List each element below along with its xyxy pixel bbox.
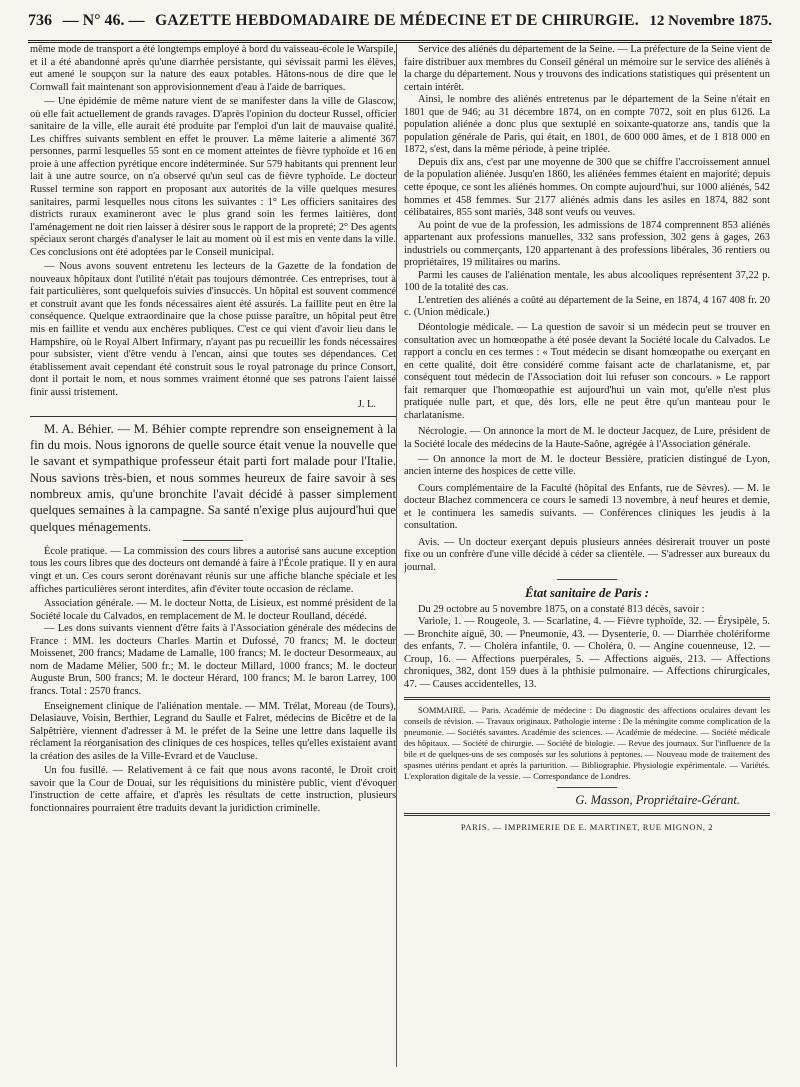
news-necrologie-jacquez: Nécrologie. — On annonce la mort de M. le docteur Jacquez, de Lure, président de la Société locale des médecins de la Haute-Saône, agrégée à l'Association générale. — [404, 426, 770, 450]
short-rule — [183, 540, 243, 541]
journal-title: GAZETTE HEBDOMADAIRE DE MÉDECINE ET DE CHIRURGIE. — [155, 12, 639, 29]
proprietaire-gerant: G. Masson, Propriétaire-Gérant. — [575, 792, 740, 807]
etat-sanitaire-title: État sanitaire de Paris : — [524, 586, 650, 601]
etat-sanitaire-intro: Du 29 octobre au 5 novembre 1875, on a constaté 813 décès, savoir : — [418, 603, 705, 615]
printer-rule — [404, 813, 770, 816]
stats-alienes-accroissement: Depuis dix ans, c'est par une moyenne de 300 que se chiffre l'accroissement annuel de la population aliénée. Jusqu'en 1860, les aliénées femmes étaient en majorité; depuis cette époque, ce sont les aliénés hommes. On compte aujourd'hui, sur 1000 aliénés, 542 hommes et 458 femmes. Sur 2177 aliénés admis dans les asiles en 1874, 882 sont célibataires, 855 sont mariés, 348 sont veufs ou veuves. — [404, 156, 770, 219]
news-association-generale: Association générale. — M. le docteur Notta, de Lisieux, est nommé président de la Société locale du Calvados, en remplacement de M. le docteur Roulland, décédé. — [30, 598, 396, 622]
sommaire-text: SOMMAIRE. — Paris. Académie de médecine : Du diagnostic des affections oculaires devant les conseils de révision. — Travaux originaux. Pathologie interne : De la méningite comme complication de la pneumonie. — Sociétés savantes. Académie des sciences. — Académie de médecine. — Société médicale des hôpitaux. — Société de chirurgie. — Société de biologie. — Revue des journaux. Sur l'influence de la bile et de quelques-uns de ses composés sur les solutions à peptones. — Nouveau mode de traitement des spasmes utérins pendant et après la parturition. — Bibliographie. Physiologie expérimentale. — Variétés. L'exploration digitale de la vessie. — Correspondance de Londres. — [404, 704, 770, 781]
page-header — [28, 2, 772, 40]
header-rule — [28, 40, 772, 43]
page-number: 736 — [28, 12, 52, 29]
stats-alienes-profession: Au point de vue de la profession, les admissions de 1874 comprennent 853 aliénés appartenant aux professions manuelles, 332 sans profession, 302 gens à gages, 263 industriels ou commerçants, 120 appartenant à des professions libérales, 36 rentiers ou propriétaires, 19 militaires ou marins. — [404, 219, 770, 269]
news-enseignement-clinique: Enseignement clinique de l'aliénation mentale. — MM. Trélat, Moreau (de Tours), Delasiauve, Voisin, Berthier, Legrand du Saulle et Falret, médecins de Bicêtre et de la Salpêtrière, viennent d'adresser à M. le préfet de la Seine une lettre dans laquelle ils réclament la réorganisation des cliniques de ces hospices, telles qu'elles existaient avant la création des asiles de la Ville-Evrard et de Vaucluse. — [30, 700, 396, 762]
news-ecole-pratique: École pratique. — La commission des cours libres a autorisé sans aucune exception tous les cours libres que des docteurs ont demandé à faire à l'École pratique. Il y en aura vingt et un. Ces cours seront dorénavant réunis sur une affiche blanche spéciale et les affiches particulières seront interdites, afin d'éviter toute occasion de réclame. — [30, 545, 396, 595]
news-cours-complementaire: Cours complémentaire de la Faculté (hôpital des Enfants, rue de Sèvres). — M. le docteur Blachez commencera ce cours le samedi 13 novembre, à neuf heures et demie, et le continuera les samedis suivants. — Conférences cliniques les jeudis à la consultation. — [404, 482, 770, 532]
issue-date: 12 Novembre 1875. — [649, 12, 772, 29]
news-service-alienes: Service des aliénés du département de la Seine. — La préfecture de la Seine vient de faire distribuer aux membres du Conseil général un mémoire sur le service des aliénés à la charge du département. Nous y trouvons des indications statistiques qui présentent un certain intérêt. — [404, 44, 770, 93]
right-column — [404, 44, 770, 1079]
left-column — [30, 44, 396, 1079]
article-glascow-epidemic: — Une épidémie de même nature vient de se manifester dans la ville de Glascow, où elle fait actuellement de grands ravages. D'après l'opinion du docteur Russel, officier sanitaire de la ville, elle aurait été produite par l'emploi d'un lait de mauvaise qualité. Les chiffres suivants semblent en effet le prouver. La même laiterie a alimenté 367 personnes, parmi lesquelles 55 sont en ce moment atteintes de fièvre typhoïde et 16 en proie à une affection pyrétique encore indéterminée. Sur 579 habitants qui prennent leur lait à une autre source, on n'a observé qu'un seul cas de fièvre typhoïde. Le docteur Russel termine son rapport en proposant aux autorités de la ville quelques mesures sanitaires, parmi lesquelles nous citons les suivantes : 1° Les officiers sanitaires des districts ruraux examineront avec le plus grand soin les fermes laitières, dont l'aménagement ne doit rien laisser à désirer sous le rapport de la propreté; 2° Des agents spéciaux seront chargés d'analyser le lait au moment où il est mis en vente dans la ville. Ces conclusions ont été adoptées par le Conseil municipal. — [30, 96, 396, 258]
news-association-dons: — Les dons suivants viennent d'être faits à l'Association générale des médecins de France : MM. les docteurs Charles Martin et Dufossé, 70 francs; M. le docteur Moissenet, 200 francs; Madame de Lamalle, 100 francs; M. le docteur Desormeaux, au nom de Madame Mélier, 500 fr.; M. le docteur Millard, 1000 francs; M. le docteur Auguste Brun, 500 francs; M. le docteur Hérard, 100 francs; M. le baron Larrey, 100 francs. Total : 2570 francs. — [30, 623, 396, 697]
stats-alienes-nombre: Ainsi, le nombre des aliénés entretenus par le département de la Seine n'était en 1801 que de 946; au 31 décembre 1874, on en compte 7072, soit en plus 6126. La population aliénée a donc plus que sextuplé en soixante-quatorze ans, tandis que la population générale de Paris, qui était, en 1801, de 600 000 âmes, et de 1 818 000 en 1872, s'est, dans la même période, à peine triplée. — [404, 94, 770, 156]
article-signature: J. L. — [357, 399, 376, 411]
stats-alienes-causes: Parmi les causes de l'aliénation mentale, les abus alcooliques représentent 37,22 p. 100 de la totalité des cas. — [404, 269, 770, 294]
news-fou-fusille: Un fou fusillé. — Relativement à ce fait que nous avons raconté, le Droit croit savoir que la Cour de Douai, sur les réquisitions du ministère public, vient d'évoquer l'instruction de cette affaire, et d'après les résultats de cette instruction, plusieurs fonctionnaires pourraient être traduits devant la juridiction criminelle. — [30, 765, 396, 814]
stats-alienes-entretien: L'entretien des aliénés a coûté au département de la Seine, en 1874, 4 167 408 fr. 20 c. (Union médicale.) — [404, 294, 770, 319]
news-behier: M. A. Béhier. — M. Béhier compte reprendre son enseignement à la fin du mois. Nous ignorons de quelle source était venue la nouvelle que le savant et sympathique professeur était parti fort malade pour l'Italie. Nous savions très-bien, et nous sommes heureux de faire savoir à ses nombreux amis, qu'une bronchite l'avait décidé à passer simplement quelques semaines à la campagne. Sa santé n'exige plus aujourd'hui que quelques ménagements. — [30, 421, 396, 534]
column-divider — [396, 44, 397, 1067]
article-hospital-bankruptcy: — Nous avons souvent entretenu les lecteurs de la Gazette de la fondation de nouveaux hôpitaux dont l'utilité n'était pas toujours démontrée. Ces entreprises, tout à fait particulières, sont quelquefois suivies d'insuccès. Un hôpital est souvent commencé et construit avant que les fonds nécessaires aient été assurés. La faillite peut en être la conséquence. Quelque extraordinaire que la chose puisse paraître, un hôpital peut être mis en faillite et vendu aux enchères publiques. C'est ce qui vient d'avoir lieu dans le Hampshire, où le Royal Albert Infirmary, n'ayant pas pu recueillir les fonds nécessaires pour subsister, vient d'être vendu à l'encan, ainsi que toutes ses dépendances. Cet établissement avait cependant été construit sous le royal patronage du prince Consort, dont il portait le nom, et nous sommes vraiment étonné que ses patrons l'aient laissé finir aussi tristement. — [30, 261, 396, 398]
sommaire-block — [404, 705, 770, 782]
sommaire-rule — [404, 697, 770, 700]
news-necrologie-bessiere: — On annonce la mort de M. le docteur Bessière, praticien distingué de Lyon, ancien interne des hospices de cette ville. — [404, 453, 770, 478]
printer-imprint: PARIS. — IMPRIMERIE DE E. MARTINET, RUE MIGNON, 2 — [460, 821, 714, 832]
issue-number: — N° 46. — — [62, 12, 145, 29]
etat-sanitaire-list: Variole, 1. — Rougeole, 3. — Scarlatine, 4. — Fièvre typhoïde, 32. — Érysipèle, 5. — Bronchite aiguë, 30. — Pneumonie, 43. — Dysenterie, 0. — Diarrhée cholériforme des enfants, 7. — Choléra infantile, 0. — Choléra, 0. — Angine couenneuse, 12. — Croup, 16. — Affections puerpérales, 5. — Affections aiguës, 213. — Affections chroniques, 382, dont 159 dues à la phthisie pulmonaire. — Affections chirurgicales, 47. — Causes accidentelles, 13. — [404, 616, 770, 690]
short-rule — [557, 787, 617, 788]
article-warspite: même mode de transport a été longtemps employé à bord du vaisseau-école le Warspile, et il a été abandonné après qu'une diarrhée persistante, qui sévissait parmi les élèves, eut amené le soupçon sur la nature des eaux potables. Hâtons-nous de dire que le Cornwall fait maintenant son approvisionnement d'eau à l'aide de barriques. — [30, 44, 396, 93]
short-rule — [557, 579, 617, 580]
section-rule — [30, 416, 396, 417]
news-deontologie: Déontologie médicale. — La question de savoir si un médecin peut se trouver en consultation avec un homœopathe a été posée devant la Société locale du Calvados. Le rapport a conclu en ces termes : « Tout médecin se disant homœopathe ou exerçant en en cette qualité, doit être considéré comme faisant acte de charlatanisme, et, par conséquent tout médecin de l'Association doit lui refuser son concours. » Le rapport fait remarquer que l'homœopathie est aujourd'hui un vain mot, qu'elle n'est plus pratiquée nulle part, et que, dès lors, elle ne peut être qu'un manteau pour le charlatanisme. — [404, 322, 770, 421]
news-avis: Avis. — Un docteur exerçant depuis plusieurs années désirerait trouver un poste fixe ou un confrère d'une ville décidé à céder sa clientèle. — S'adresser aux bureaux du journal. — [404, 536, 770, 573]
